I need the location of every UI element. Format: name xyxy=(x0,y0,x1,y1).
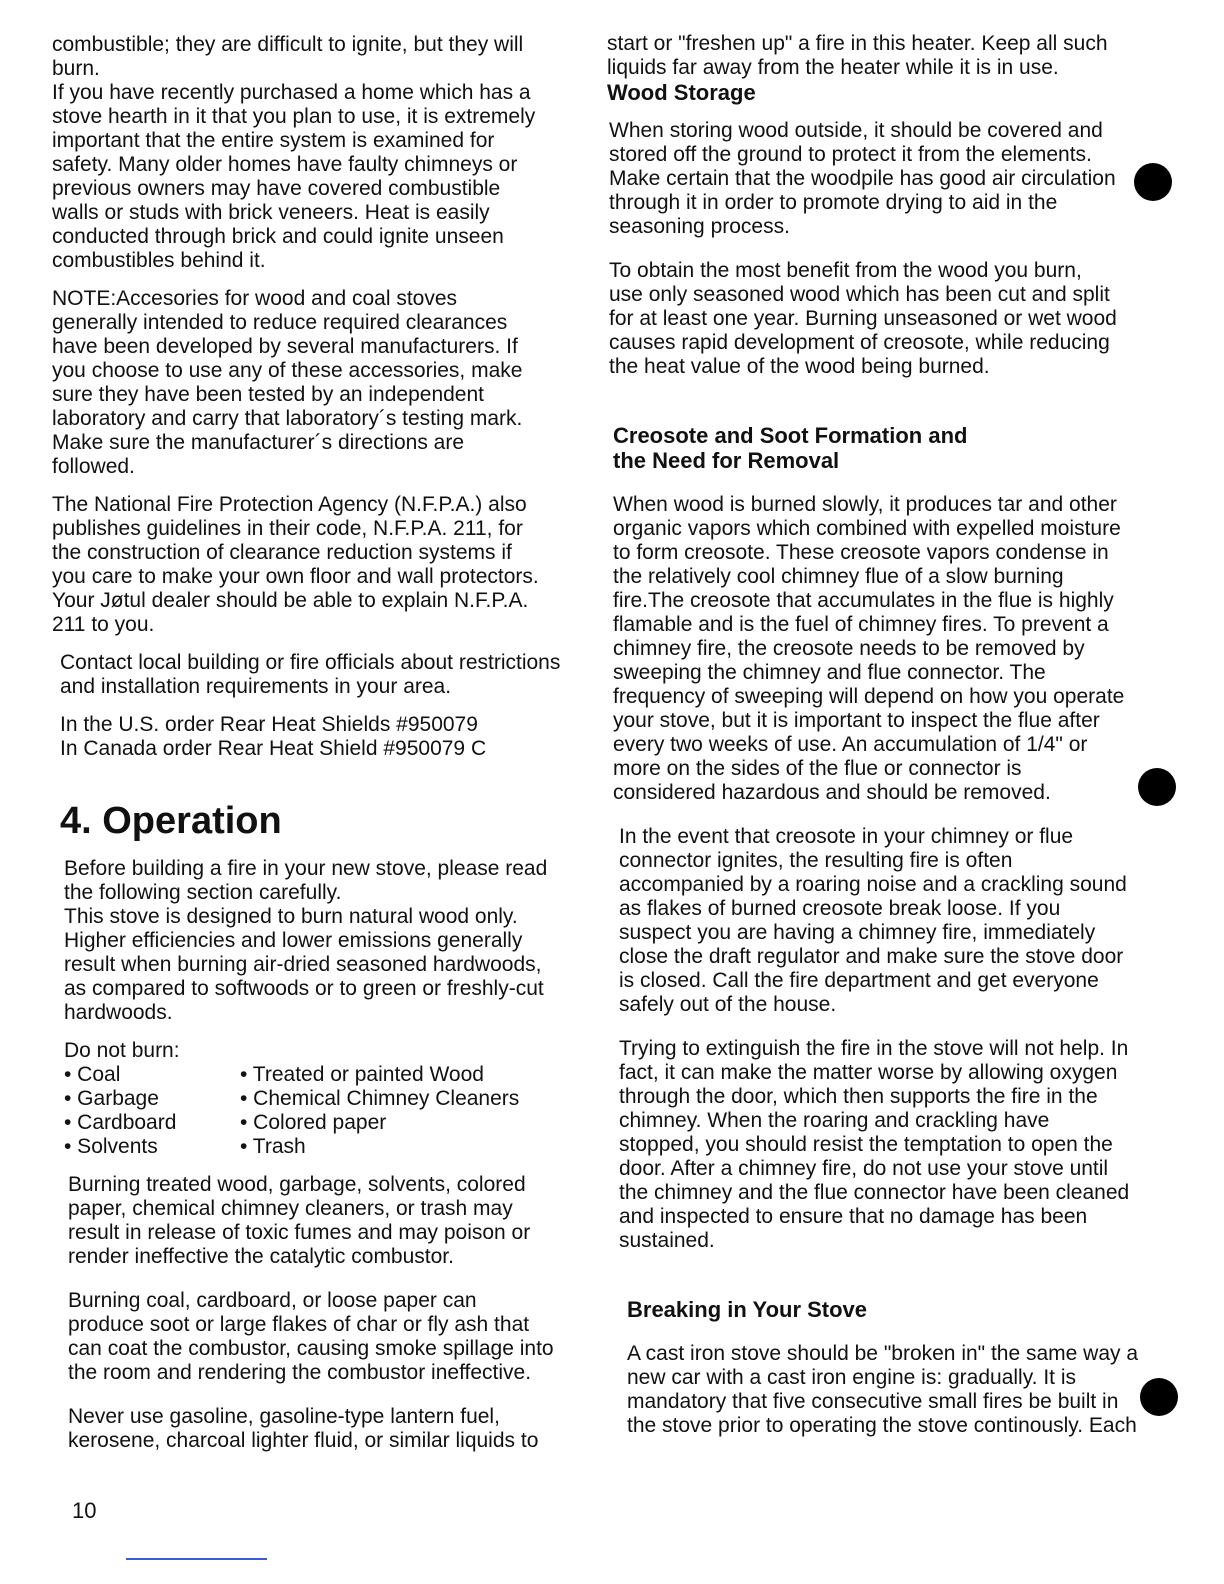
list-item: • Chemical Chimney Cleaners xyxy=(240,1087,520,1110)
text-line: sweeping the chimney and flue connector. The xyxy=(613,661,1046,684)
heading-creosote xyxy=(607,423,1165,473)
text-line: considered hazardous and should be removed. xyxy=(613,781,1051,804)
text-line: mandatory that five consecutive small fires be built in xyxy=(627,1390,1119,1413)
text-line: as compared to softwoods or to green or freshly-cut xyxy=(64,977,544,1000)
heading-line: the Need for Removal xyxy=(613,448,840,473)
text-line: In the event that creosote in your chimney or flue xyxy=(619,825,1074,848)
text-line: result in release of toxic fumes and may poison or xyxy=(68,1221,531,1244)
text-line: If you have recently purchased a home which has a xyxy=(52,81,531,104)
text-line: have been developed by several manufacturers. If xyxy=(52,335,518,358)
text-line: you choose to use any of these accessories, make xyxy=(52,359,523,382)
text-line: Make sure the manufacturer´s directions are xyxy=(52,431,465,454)
text-line: chimney fire, the creosote needs to be removed by xyxy=(613,637,1085,660)
chimney-fire-paragraph xyxy=(607,825,1165,1017)
text-line: Before building a fire in your new stove, please read xyxy=(64,857,548,880)
text-line: In Canada order Rear Heat Shield #950079 C xyxy=(60,737,487,760)
text-line: fire.The creosote that accumulates in the flue is highly xyxy=(613,589,1114,612)
text-line: walls or studs with brick veneers. Heat is easily xyxy=(52,201,490,224)
seasoned-wood-paragraph xyxy=(607,259,1165,379)
text-line: laboratory and carry that laboratory´s testing mark. xyxy=(52,407,523,430)
intro-hearth-paragraph xyxy=(52,33,582,273)
text-line: connector ignites, the resulting fire is often xyxy=(619,849,1013,872)
text-line: hardwoods. xyxy=(64,1001,173,1024)
text-line: you care to make your own floor and wall protectors. xyxy=(52,565,539,588)
accessories-note-paragraph xyxy=(52,287,582,479)
text-line: This stove is designed to burn natural wood only. xyxy=(64,905,518,928)
left-column xyxy=(52,33,582,1453)
text-line: your stove, but it is important to inspect the flue after xyxy=(613,709,1100,732)
text-line: organic vapors which combined with expelled moisture xyxy=(613,517,1121,540)
text-line: sustained. xyxy=(619,1229,715,1252)
text-line: more on the sides of the flue or connector is xyxy=(613,757,1022,780)
text-line: result when burning air-dried seasoned hardwoods, xyxy=(64,953,542,976)
heading-line: Creosote and Soot Formation and xyxy=(613,423,968,448)
section-title-operation: 4. Operation xyxy=(60,800,282,842)
heading-breaking-in: Breaking in Your Stove xyxy=(627,1297,868,1322)
order-heat-shields-paragraph xyxy=(52,713,582,761)
text-line: When wood is burned slowly, it produces tar and other xyxy=(613,493,1117,516)
list-item: • Solvents xyxy=(64,1135,158,1158)
text-line: the stove prior to operating the stove continously. Each xyxy=(627,1414,1137,1437)
text-line: suspect you are having a chimney fire, immediately xyxy=(619,921,1096,944)
extinguish-paragraph xyxy=(607,1037,1165,1253)
text-line: Never use gasoline, gasoline-type lantern fuel, xyxy=(68,1405,500,1428)
text-line: through it in order to promote drying to aid in the xyxy=(609,191,1058,214)
text-line: produce soot or large flakes of char or fly ash that xyxy=(68,1313,530,1336)
list-item: • Garbage xyxy=(64,1087,159,1110)
text-line: publishes guidelines in their code, N.F.P.A. 211, for xyxy=(52,517,523,540)
text-line: A cast iron stove should be "broken in" the same way a xyxy=(627,1342,1139,1365)
text-line: to form creosote. These creosote vapors condense in xyxy=(613,541,1109,564)
text-line: safely out of the house. xyxy=(619,993,837,1016)
text-line: as flakes of burned creosote break loose. If you xyxy=(619,897,1061,920)
text-line: sure they have been tested by an independent xyxy=(52,383,484,406)
text-line: Make certain that the woodpile has good air circulation xyxy=(609,167,1116,190)
text-line: through the door, which then supports the fire in the xyxy=(619,1085,1098,1108)
text-line: stored off the ground to protect it from the elements. xyxy=(609,143,1092,166)
text-line: stove hearth in it that you plan to use, it is extremely xyxy=(52,105,536,128)
text-line: and installation requirements in your area. xyxy=(60,675,452,698)
do-not-burn-list xyxy=(52,1039,582,1159)
list-item: • Treated or painted Wood xyxy=(240,1063,484,1086)
text-line: The National Fire Protection Agency (N.F.P.A.) also xyxy=(52,493,527,516)
text-line: the chimney and the flue connector have been cleaned xyxy=(619,1181,1130,1204)
text-line: the room and rendering the combustor ineffective. xyxy=(68,1361,532,1384)
text-line: the relatively cool chimney flue of a slow burning xyxy=(613,565,1064,588)
text-line: 211 to you. xyxy=(52,613,155,636)
list-item: • Coal xyxy=(64,1063,121,1086)
text-line: the construction of clearance reduction systems if xyxy=(52,541,512,564)
binder-hole-icon xyxy=(1140,1378,1178,1416)
text-line: close the draft regulator and make sure the stove door xyxy=(619,945,1124,968)
text-line: combustible; they are difficult to ignite, but they will xyxy=(52,33,524,56)
text-line: To obtain the most benefit from the wood you burn, xyxy=(609,259,1082,282)
text-line: and inspected to ensure that no damage has been xyxy=(619,1205,1088,1228)
text-line: combustibles behind it. xyxy=(52,249,266,272)
gasoline-warning-paragraph xyxy=(52,1405,582,1453)
text-line: Burning coal, cardboard, or loose paper can xyxy=(68,1289,477,1312)
do-not-burn-label: Do not burn: xyxy=(64,1039,180,1062)
text-line: render ineffective the catalytic combustor. xyxy=(68,1245,454,1268)
text-line: door. After a chimney fire, do not use your stove until xyxy=(619,1157,1109,1180)
text-line: Trying to extinguish the fire in the stove will not help. In xyxy=(619,1037,1129,1060)
page-number: 10 xyxy=(72,1498,97,1523)
treated-wood-paragraph xyxy=(52,1173,582,1269)
text-line: seasoning process. xyxy=(609,215,790,238)
list-item: • Cardboard xyxy=(64,1111,177,1134)
text-line: kerosene, charcoal lighter fluid, or similar liquids to xyxy=(68,1429,539,1452)
wood-storage-paragraph xyxy=(607,119,1165,239)
text-line: stopped, you should resist the temptation to open the xyxy=(619,1133,1113,1156)
text-line: for at least one year. Burning unseasoned or wet wood xyxy=(609,307,1117,330)
heading-wood-storage: Wood Storage xyxy=(607,80,756,105)
binder-hole-icon xyxy=(1134,163,1172,201)
creosote-paragraph xyxy=(607,493,1165,805)
list-item: • Colored paper xyxy=(240,1111,387,1134)
gasoline-continuation-paragraph xyxy=(607,32,1165,80)
text-line: can coat the combustor, causing smoke spillage into xyxy=(68,1337,554,1360)
text-line: When storing wood outside, it should be covered and xyxy=(609,119,1103,142)
text-line: the heat value of the wood being burned. xyxy=(609,355,990,378)
text-line: chimney. When the roaring and crackling have xyxy=(619,1109,1050,1132)
text-line: flamable and is the fuel of chimney fires. To prevent a xyxy=(613,613,1109,636)
text-line: liquids far away from the heater while it is in use. xyxy=(607,56,1059,79)
text-line: frequency of sweeping will depend on how you operate xyxy=(613,685,1125,708)
right-column xyxy=(607,32,1165,1438)
text-line: use only seasoned wood which has been cut and split xyxy=(609,283,1110,306)
text-line: Contact local building or fire officials about restrictions xyxy=(60,651,561,674)
text-line: accompanied by a roaring noise and a crackling sound xyxy=(619,873,1127,896)
nfpa-paragraph xyxy=(52,493,582,637)
text-line: new car with a cast iron engine is: gradually. It is xyxy=(627,1366,1076,1389)
text-line: important that the entire system is examined for xyxy=(52,129,495,152)
binder-hole-icon xyxy=(1138,768,1176,806)
text-line: Burning treated wood, garbage, solvents, colored xyxy=(68,1173,526,1196)
text-line: paper, chemical chimney cleaners, or trash may xyxy=(68,1197,513,1220)
breaking-in-paragraph xyxy=(607,1342,1165,1438)
text-line: every two weeks of use. An accumulation of 1/4" or xyxy=(613,733,1088,756)
text-line: Your Jøtul dealer should be able to explain N.F.P.A. xyxy=(52,589,529,612)
text-line: is closed. Call the fire department and get everyone xyxy=(619,969,1099,992)
text-line: Higher efficiencies and lower emissions generally xyxy=(64,929,523,952)
coal-cardboard-paragraph xyxy=(52,1289,582,1385)
text-line: followed. xyxy=(52,455,135,478)
text-line: NOTE:Accesories for wood and coal stoves xyxy=(52,287,458,310)
text-line: previous owners may have covered combustible xyxy=(52,177,501,200)
text-line: generally intended to reduce required clearances xyxy=(52,311,508,334)
text-line: fact, it can make the matter worse by allowing oxygen xyxy=(619,1061,1118,1084)
text-line: safety. Many older homes have faulty chimneys or xyxy=(52,153,518,176)
operation-intro-paragraph xyxy=(52,857,582,1025)
text-line: causes rapid development of creosote, while reducing xyxy=(609,331,1110,354)
text-line: start or "freshen up" a fire in this heater. Keep all such xyxy=(607,32,1108,55)
contact-officials-paragraph xyxy=(52,651,582,699)
list-item: • Trash xyxy=(240,1135,306,1158)
text-line: the following section carefully. xyxy=(64,881,342,904)
scan-artifact-line xyxy=(126,1558,267,1560)
text-line: burn. xyxy=(52,57,100,80)
text-line: conducted through brick and could ignite unseen xyxy=(52,225,504,248)
text-line: In the U.S. order Rear Heat Shields #950079 xyxy=(60,713,478,736)
